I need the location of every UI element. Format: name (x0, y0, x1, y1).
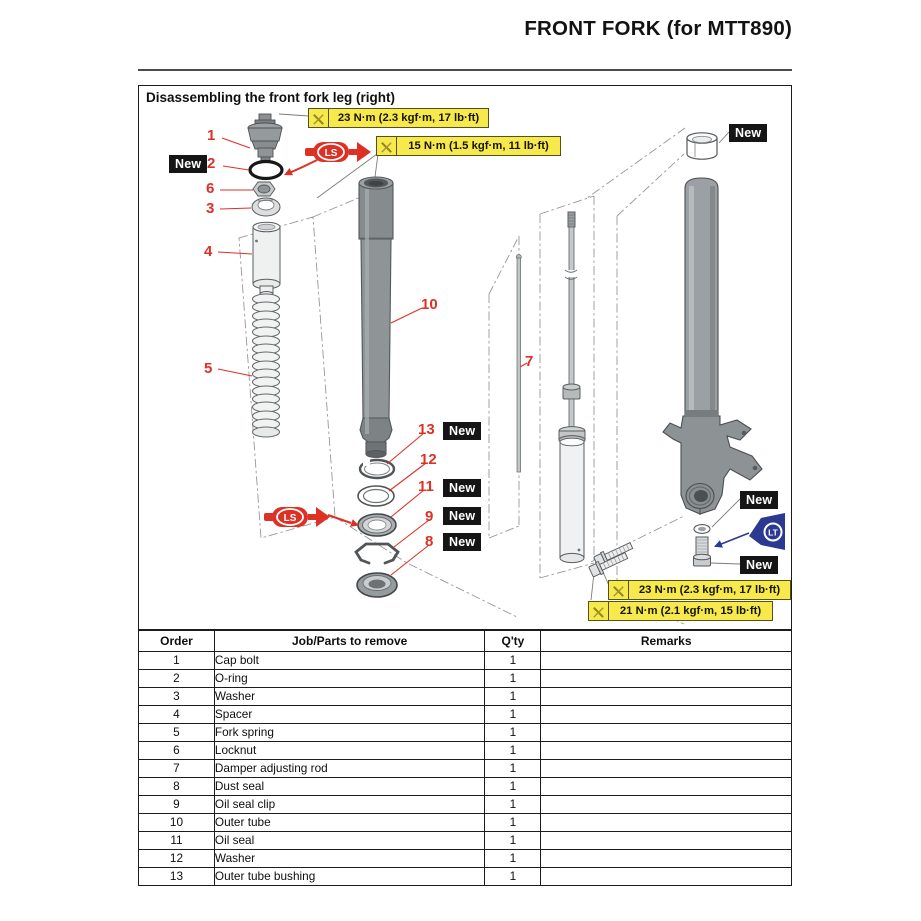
remarks-cell (541, 814, 792, 832)
callout-11: 11 (418, 478, 434, 495)
remarks-cell (541, 724, 792, 742)
order-cell: 12 (139, 850, 215, 868)
col-header-order: Order (139, 631, 215, 652)
qty-cell: 1 (485, 832, 541, 850)
torque-value: 15 N·m (1.5 kgf·m, 11 lb·ft) (408, 140, 549, 152)
remarks-cell (541, 778, 792, 796)
washer-3-part (252, 198, 280, 216)
diagram-title: Disassembling the front fork leg (right) (146, 90, 396, 105)
oil-seal-part (358, 514, 396, 536)
ls-label: LS (324, 148, 338, 159)
order-cell: 11 (139, 832, 215, 850)
torque-box-locknut (376, 136, 561, 156)
order-cell: 10 (139, 814, 215, 832)
qty-cell: 1 (485, 814, 541, 832)
table-row (139, 652, 792, 670)
order-cell: 7 (139, 760, 215, 778)
job-cell: Fork spring (214, 724, 485, 742)
callout-1: 1 (207, 127, 216, 144)
qty-cell: 1 (485, 850, 541, 868)
qty-cell: 1 (485, 670, 541, 688)
order-cell: 3 (139, 688, 215, 706)
table-row (139, 832, 792, 850)
table-row (139, 670, 792, 688)
wrench-icon (589, 602, 609, 620)
new-badge-tube-bushing: New (729, 124, 767, 142)
callout-4: 4 (204, 243, 213, 260)
spacer-part (253, 222, 280, 296)
qty-cell: 1 (485, 652, 541, 670)
qty-cell: 1 (485, 778, 541, 796)
table-row (139, 850, 792, 868)
damper-adjusting-rod-part (516, 255, 521, 473)
ls-grease-symbol-2 (264, 507, 359, 527)
job-cell: Washer (214, 850, 485, 868)
new-badge-damper-bolt: New (740, 556, 778, 574)
cap-bolt-part (248, 114, 282, 161)
job-cell: Dust seal (214, 778, 485, 796)
inner-tube-assembly-part (663, 178, 762, 515)
table-row (139, 778, 792, 796)
order-cell: 4 (139, 706, 215, 724)
title-divider (138, 69, 792, 71)
axle-washer-part (694, 525, 710, 534)
fork-spring-part (253, 294, 280, 437)
job-cell: Outer tube bushing (214, 868, 485, 886)
lt-label: LT (768, 527, 778, 538)
new-badge-13: New (443, 422, 481, 440)
callout-2: 2 (207, 155, 216, 172)
remarks-cell (541, 832, 792, 850)
job-cell: Spacer (214, 706, 485, 724)
new-badge-axle-washer: New (740, 491, 778, 509)
page-title: FRONT FORK (for MTT890) (524, 17, 792, 40)
qty-cell: 1 (485, 742, 541, 760)
job-cell: Damper adjusting rod (214, 760, 485, 778)
remarks-cell (541, 706, 792, 724)
callout-9: 9 (425, 508, 434, 525)
oil-seal-clip-part (356, 544, 398, 563)
remarks-cell (541, 850, 792, 868)
torque-value: 23 N·m (2.3 kgf·m, 17 lb·ft) (638, 584, 781, 596)
table-row (139, 868, 792, 886)
table-row (139, 724, 792, 742)
order-cell: 9 (139, 796, 215, 814)
new-badge-8: New (443, 533, 481, 551)
remarks-cell (541, 868, 792, 886)
callout-10: 10 (421, 296, 438, 313)
col-header-qty: Q'ty (485, 631, 541, 652)
qty-cell: 1 (485, 760, 541, 778)
table-row (139, 760, 792, 778)
callout-5: 5 (204, 360, 213, 377)
callout-12: 12 (420, 451, 437, 468)
callout-8: 8 (425, 533, 434, 550)
callout-6: 6 (206, 180, 215, 197)
locknut-part (253, 182, 275, 196)
job-cell: Locknut (214, 742, 485, 760)
qty-cell: 1 (485, 724, 541, 742)
table-row (139, 796, 792, 814)
qty-cell: 1 (485, 688, 541, 706)
job-cell: Oil seal clip (214, 796, 485, 814)
damper-bolt-part (694, 537, 711, 566)
remarks-cell (541, 652, 792, 670)
remarks-cell (541, 742, 792, 760)
qty-cell: 1 (485, 706, 541, 724)
col-header-remarks: Remarks (541, 631, 792, 652)
callout-3: 3 (206, 200, 215, 217)
job-cell: Cap bolt (214, 652, 485, 670)
damper-assembly-part (559, 212, 585, 563)
dust-seal-part (357, 573, 397, 597)
order-cell: 1 (139, 652, 215, 670)
table-row (139, 706, 792, 724)
order-cell: 2 (139, 670, 215, 688)
torque-box-cap-bolt (308, 108, 489, 128)
wrench-icon (309, 109, 329, 127)
ls-grease-symbol (284, 142, 371, 175)
torque-value: 21 N·m (2.1 kgf·m, 15 lb·ft) (619, 605, 762, 617)
qty-cell: 1 (485, 796, 541, 814)
table-row (139, 742, 792, 760)
new-badge-o-ring: New (169, 155, 207, 173)
job-cell: Oil seal (214, 832, 485, 850)
wrench-icon (609, 581, 629, 599)
lt-threadlocker-symbol (714, 513, 785, 550)
order-cell: 5 (139, 724, 215, 742)
qty-cell: 1 (485, 868, 541, 886)
torque-value: 23 N·m (2.3 kgf·m, 17 lb·ft) (337, 112, 480, 124)
torque-box-damper-bolt (588, 601, 773, 621)
job-cell: Outer tube (214, 814, 485, 832)
job-cell: O-ring (214, 670, 485, 688)
callout-13: 13 (418, 421, 435, 438)
new-badge-9: New (443, 507, 481, 525)
washer-12-part (358, 486, 394, 506)
remarks-cell (541, 688, 792, 706)
table-header-row (139, 631, 792, 652)
remarks-cell (541, 670, 792, 688)
order-cell: 6 (139, 742, 215, 760)
torque-box-pinch-bolts (608, 580, 791, 600)
parts-table (138, 630, 792, 886)
order-cell: 8 (139, 778, 215, 796)
o-ring-part (250, 162, 282, 179)
remarks-cell (541, 760, 792, 778)
outer-tube-part (359, 177, 393, 458)
table-row (139, 814, 792, 832)
new-badge-11: New (443, 479, 481, 497)
exploded-diagram-panel (138, 85, 792, 630)
remarks-cell (541, 796, 792, 814)
leader-lines (279, 114, 740, 600)
job-cell: Washer (214, 688, 485, 706)
col-header-job: Job/Parts to remove (214, 631, 485, 652)
pinch-bolts-part (588, 540, 634, 578)
ls-label: LS (283, 513, 297, 524)
table-row (139, 688, 792, 706)
inner-tube-bushing-part (687, 133, 717, 159)
wrench-icon (377, 137, 397, 155)
order-cell: 13 (139, 868, 215, 886)
callout-7: 7 (525, 353, 534, 370)
